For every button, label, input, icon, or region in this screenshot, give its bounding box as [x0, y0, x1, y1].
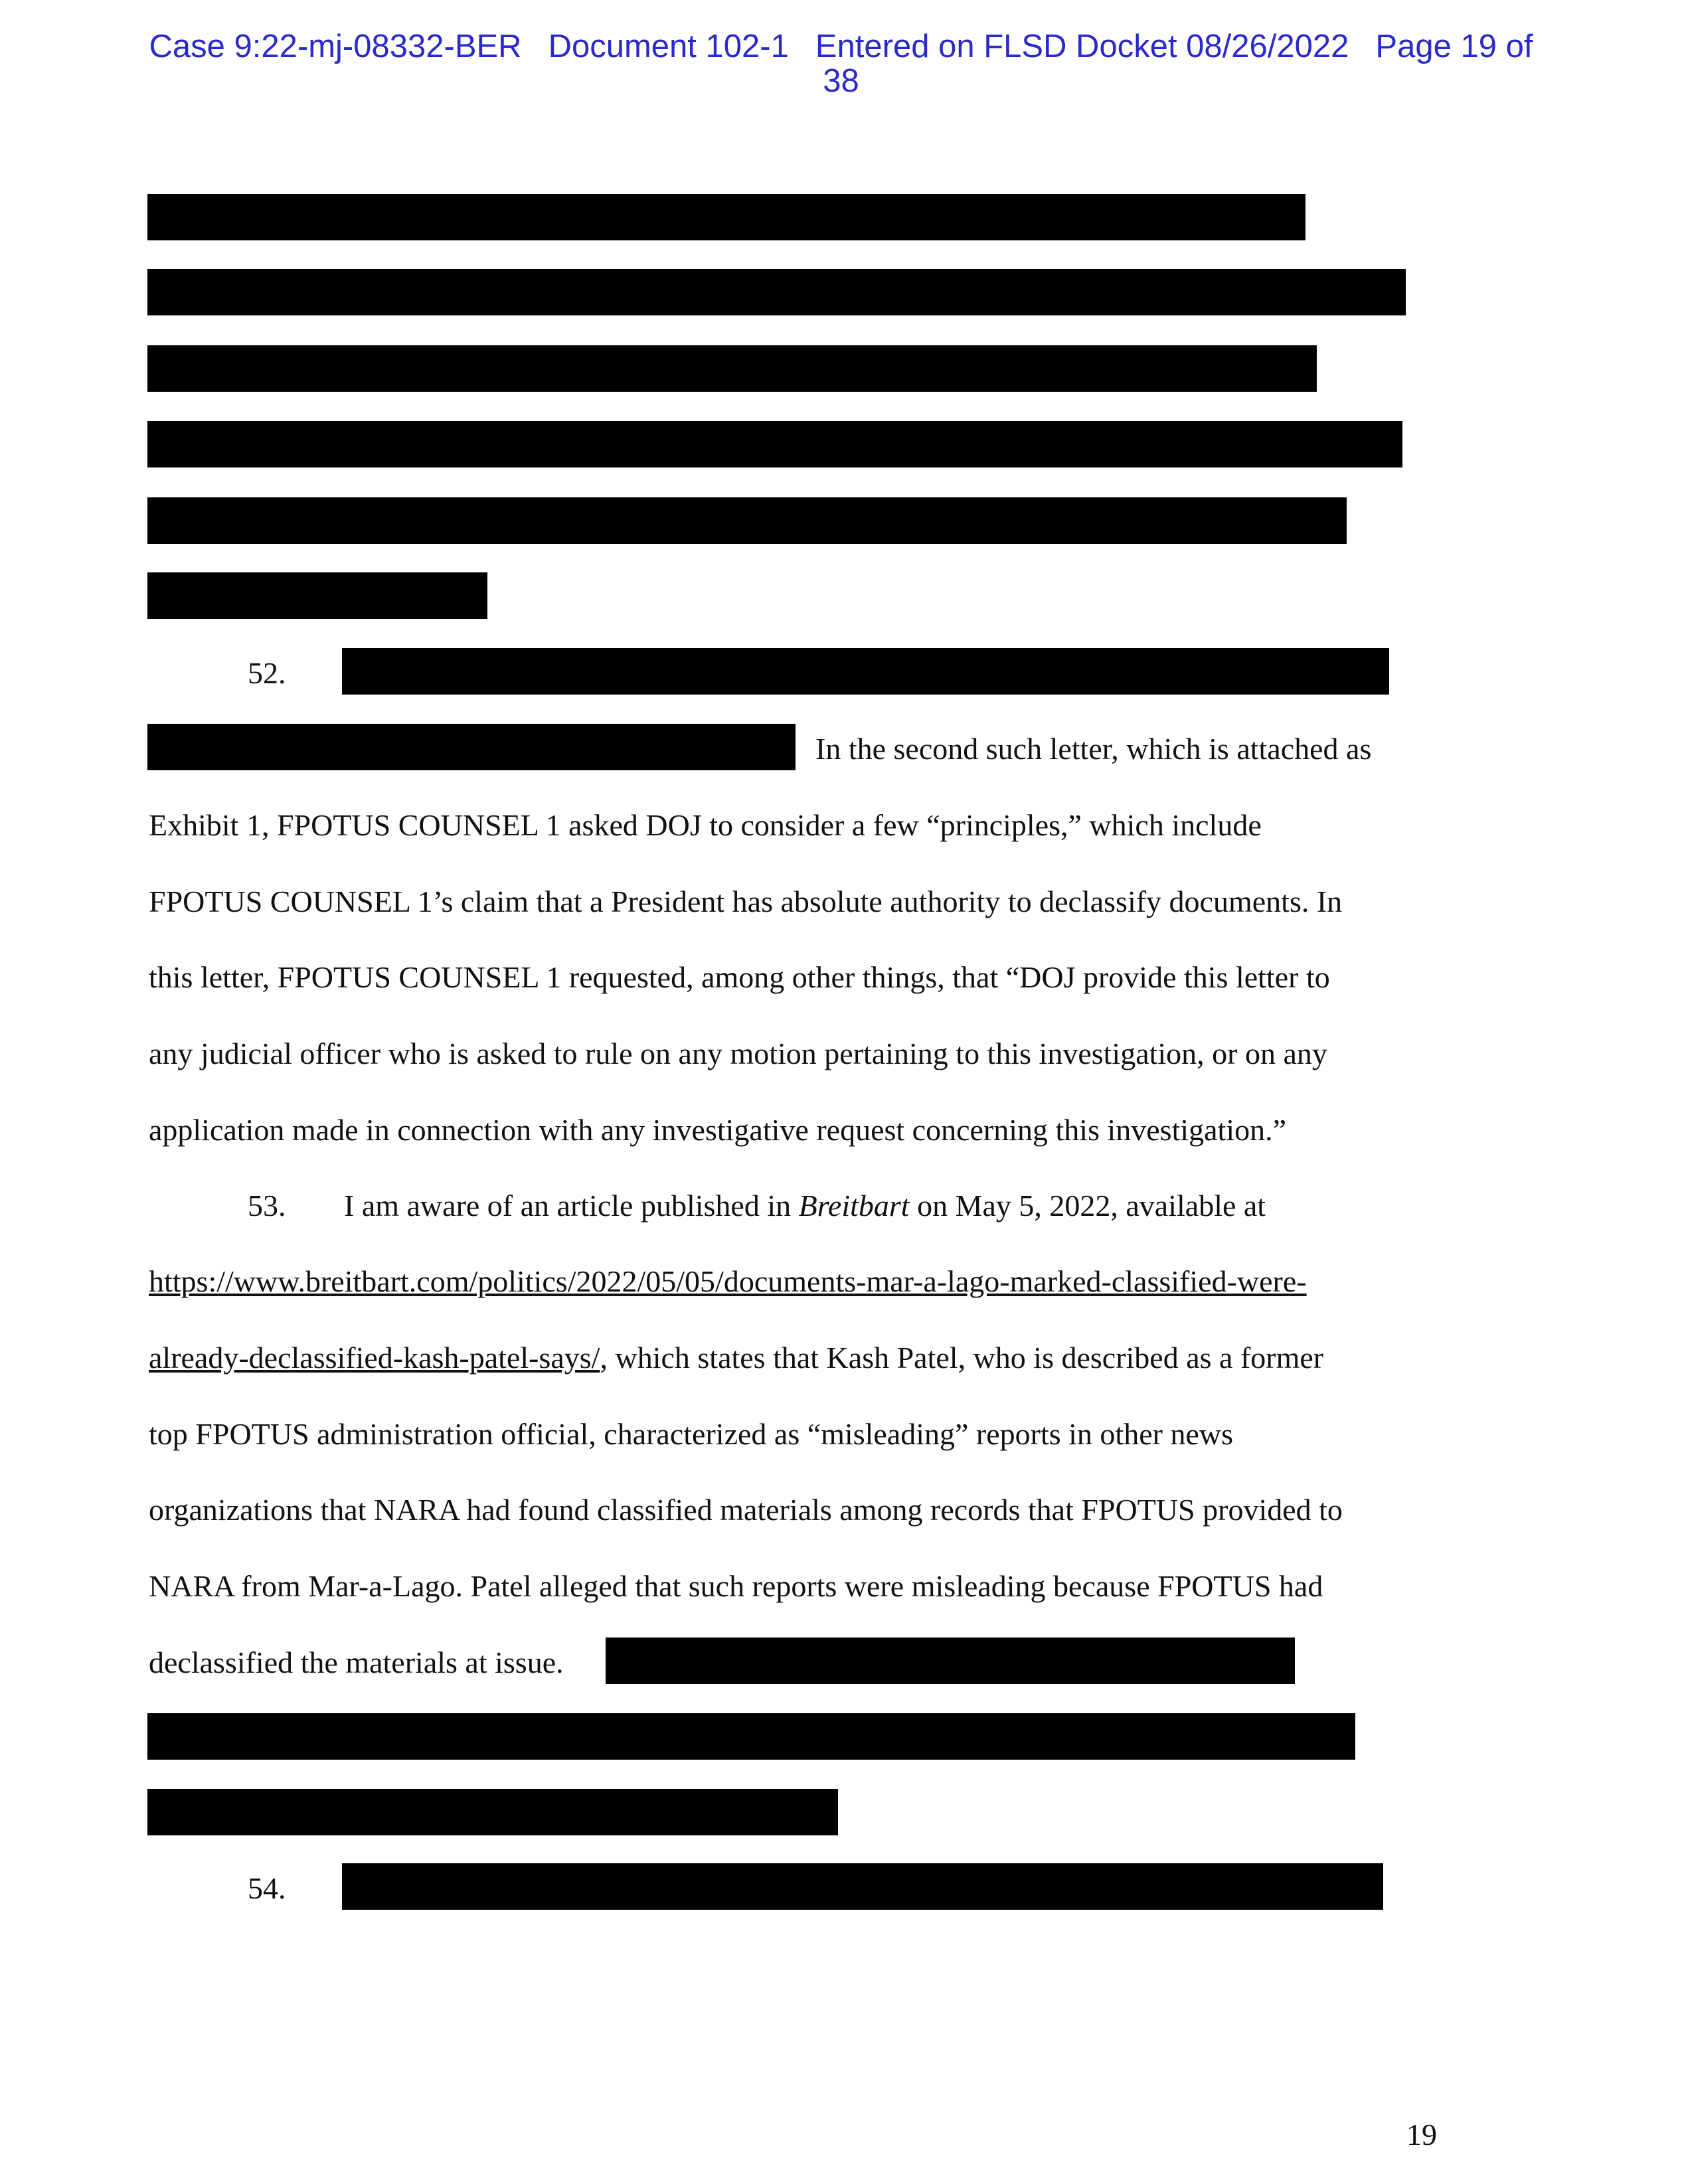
- redaction-bar: [147, 194, 1305, 240]
- redaction-bar: [147, 421, 1402, 467]
- paragraph-line: top FPOTUS administration official, characterized as “misleading” reports in other news: [149, 1417, 1233, 1451]
- paragraph-line: any judicial officer who is asked to rule on any motion pertaining to this investigation, or on any: [149, 1037, 1327, 1070]
- paragraph-number: 54.: [248, 1871, 286, 1905]
- article-date: on May 5, 2022, available at: [909, 1189, 1266, 1222]
- paragraph-line: Exhibit 1, FPOTUS COUNSEL 1 asked DOJ to consider a few “principles,” which include: [149, 808, 1262, 842]
- paragraph-line: [149, 1264, 1307, 1299]
- page-total: 38: [823, 63, 859, 99]
- paragraph-line: declassified the materials at issue.: [149, 1645, 564, 1679]
- redaction-bar: [342, 648, 1389, 695]
- redaction-bar: [147, 497, 1347, 544]
- paragraph-line: [344, 1189, 1266, 1223]
- redaction-bar: [342, 1863, 1383, 1910]
- redaction-bar: [147, 572, 487, 619]
- paragraph-line: NARA from Mar-a-Lago. Patel alleged that such reports were misleading because FPOTUS had: [149, 1569, 1323, 1603]
- docket-header: [0, 29, 1682, 98]
- paragraph-line: organizations that NARA had found classified materials among records that FPOTUS provided to: [149, 1493, 1343, 1527]
- document-number: Document 102-1: [548, 29, 789, 64]
- paragraph-line: [149, 1341, 1323, 1375]
- paragraph-line: FPOTUS COUNSEL 1’s claim that a President has absolute authority to declassify documents. In: [149, 884, 1343, 918]
- article-link[interactable]: already-declassified-kash-patel-says/: [149, 1341, 600, 1375]
- article-intro: I am aware of an article published in: [344, 1189, 799, 1222]
- paragraph-number: 53.: [248, 1189, 286, 1222]
- publication-name: Breitbart: [798, 1189, 910, 1222]
- redaction-bar: [147, 1713, 1355, 1760]
- page-number: 19: [1406, 2118, 1437, 2151]
- redaction-bar: [147, 1789, 838, 1835]
- redaction-bar: [147, 269, 1406, 315]
- article-link[interactable]: https://www.breitbart.com/politics/2022/05/05/documents-mar-a-lago-marked-classified-were-: [149, 1264, 1307, 1298]
- paragraph-text: , which states that Kash Patel, who is described as a former: [600, 1341, 1324, 1375]
- redaction-bar: [606, 1638, 1295, 1684]
- redaction-bar: [147, 724, 796, 770]
- paragraph-number: 52.: [248, 656, 286, 690]
- paragraph-line: this letter, FPOTUS COUNSEL 1 requested, among other things, that “DOJ provide this letter to: [149, 960, 1330, 994]
- case-number: Case 9:22-mj-08332-BER: [149, 29, 522, 64]
- docket-header-line1: [0, 29, 1682, 64]
- docket-entry: Entered on FLSD Docket 08/26/2022: [815, 29, 1349, 64]
- redaction-bar: [147, 345, 1317, 392]
- page-of: Page 19 of: [1375, 29, 1533, 64]
- paragraph-line: application made in connection with any investigative request concerning this investigation.”: [149, 1113, 1287, 1147]
- paragraph-line: In the second such letter, which is attached as: [815, 732, 1372, 766]
